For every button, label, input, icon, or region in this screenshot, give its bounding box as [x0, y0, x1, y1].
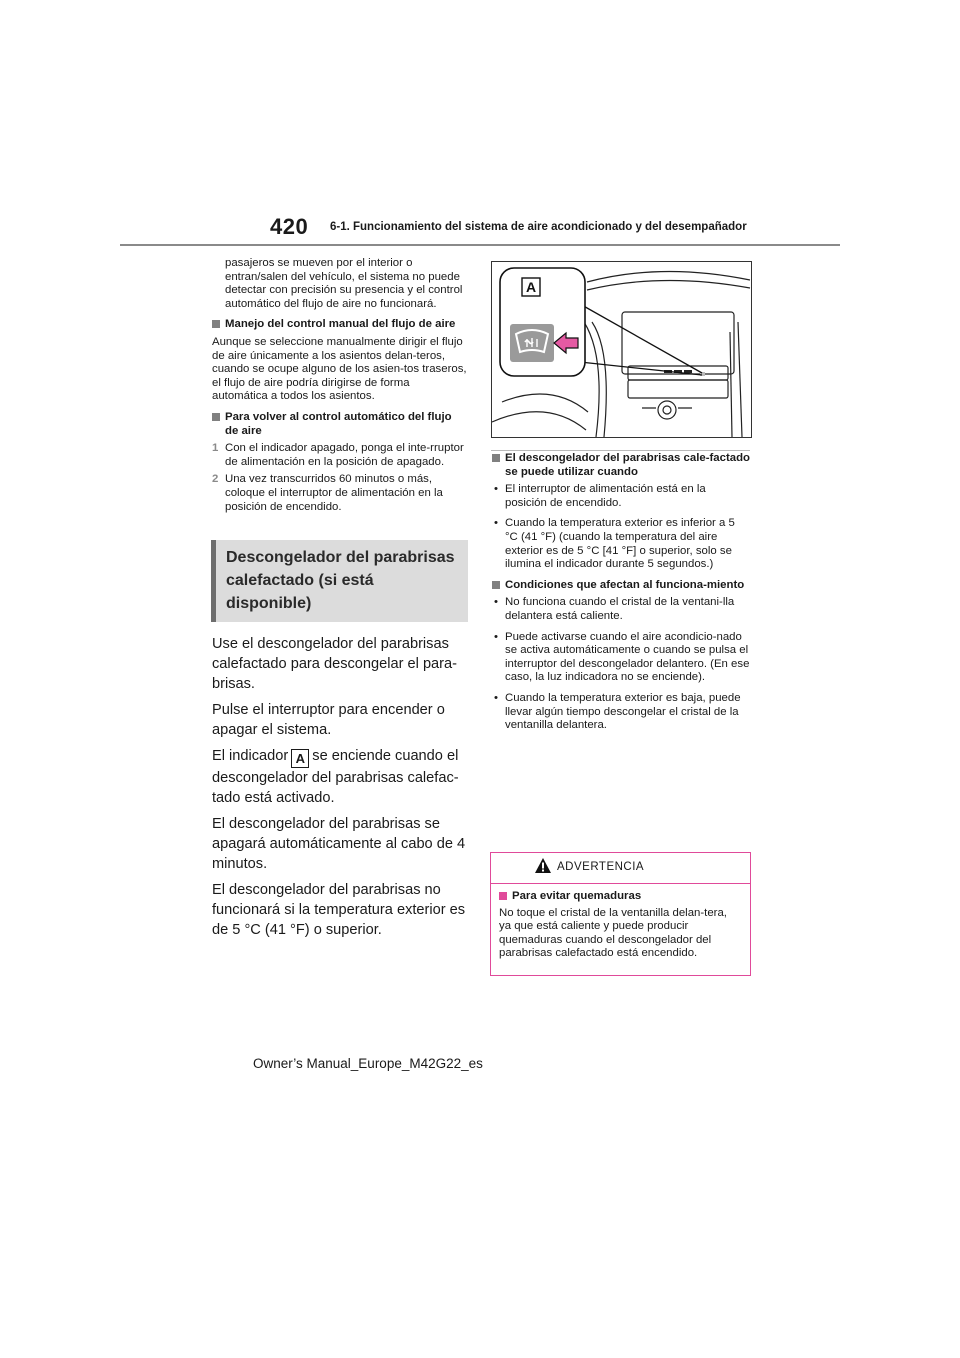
step-number: 2: [212, 473, 219, 486]
windshield-defroster-icon: [510, 324, 554, 362]
left-column: [212, 257, 468, 946]
manual-flow-heading: Manejo del control manual del flujo de aire: [212, 318, 468, 332]
warning-triangle-icon: [535, 858, 551, 873]
usage-conditions-heading: El descongelador del parabrisas cale-factado se puede utilizar cuando: [492, 452, 750, 479]
warning-box: [490, 852, 751, 976]
header-divider: [120, 244, 840, 246]
dashboard-illustration: [491, 261, 752, 438]
square-bullet-icon: [492, 454, 500, 462]
operation-conditions-heading: Condiciones que afectan al funciona-miento: [492, 579, 750, 593]
callout-marker: A: [291, 749, 309, 768]
section-title: Descongelador del parabrisas calefactado (si está disponible): [211, 540, 468, 622]
warning-heading: Para evitar quemaduras: [499, 890, 742, 904]
square-bullet-icon: [212, 320, 220, 328]
warning-body: [491, 884, 750, 961]
step-text: Una vez transcurridos 60 minutos o más, coloque el interruptor de alimentación en la posición de encendido.: [225, 473, 443, 513]
list-item: • Cuando la temperatura exterior es inferior a 5 °C (41 °F) (cuando la temperatura del aire exterior es de 5 °C [41 °F] o superior, solo se ilumina el indicador durante 5 segundos.): [494, 517, 735, 571]
square-bullet-icon: [212, 413, 220, 421]
indicator-paragraph: El indicador A se enciende cuando el descongelador del parabrisas calefac-tado está activado.: [212, 748, 459, 807]
chapter-title: 6-1. Funcionamiento del sistema de aire acondicionado y del desempañador: [330, 221, 747, 233]
list-item: • Cuando la temperatura exterior es baja, puede llevar algún tiempo descongelar el cristal de la ventanilla delantera.: [494, 691, 741, 732]
auto-flow-heading: Para volver al control automático del flujo de aire: [212, 411, 468, 438]
warning-text: No toque el cristal de la ventanilla delan-tera, ya que está caliente y puede producir quemaduras cuando el descongelador del parabrisas calefactado está encendido.: [499, 906, 727, 960]
footer-text: Owner’s Manual_Europe_M42G22_es: [253, 1056, 483, 1071]
square-bullet-icon: [492, 581, 500, 589]
step-item: [212, 442, 468, 469]
list-item: • Puede activarse cuando el aire acondicio-nado se activa automáticamente o cuando se pulsa el interruptor del descongelador delantero. (En ese caso, la luz indicadora no se enciende).: [494, 630, 750, 684]
right-column: [492, 452, 750, 740]
body-paragraph: Use el descongelador del parabrisas calefactado para descongelar el para-brisas.: [212, 636, 458, 693]
figure-divider: [491, 450, 750, 451]
figure-callout-label: A: [525, 279, 537, 295]
warning-header: [491, 853, 750, 884]
square-bullet-icon: [499, 892, 507, 900]
warning-title: ADVERTENCIA: [557, 861, 645, 873]
intro-paragraph: pasajeros se mueven por el interior o entran/salen del vehículo, el sistema no puede detectar con precisión su presencia y el control automático del flujo de aire no funcionará.: [225, 257, 463, 310]
manual-flow-text: Aunque se seleccione manualmente dirigir el flujo de aire únicamente a los asientos delan-teros, cuando se ocupe alguno de los asien-tos traseros, el flujo de aire podría dirigirse de forma automática a todos los asientos.: [212, 335, 467, 403]
body-paragraph: El descongelador del parabrisas no funcionará si la temperatura exterior es de 5 °C (41 °F) o superior.: [212, 882, 466, 939]
step-number: 1: [212, 442, 219, 455]
list-item: • El interruptor de alimentación está en la posición de encendido.: [494, 483, 706, 509]
page-number: 420: [270, 214, 309, 239]
body-paragraph: El descongelador del parabrisas se apagará automáticamente al cabo de 4 minutos.: [212, 816, 466, 873]
step-item: [212, 473, 468, 514]
body-paragraph: Pulse el interruptor para encender o apagar el sistema.: [212, 702, 445, 739]
step-text: Con el indicador apagado, ponga el inte-rruptor de alimentación en la posición de apagado.: [225, 442, 464, 468]
list-item: • No funciona cuando el cristal de la ventani-lla delantera está caliente.: [494, 596, 735, 622]
